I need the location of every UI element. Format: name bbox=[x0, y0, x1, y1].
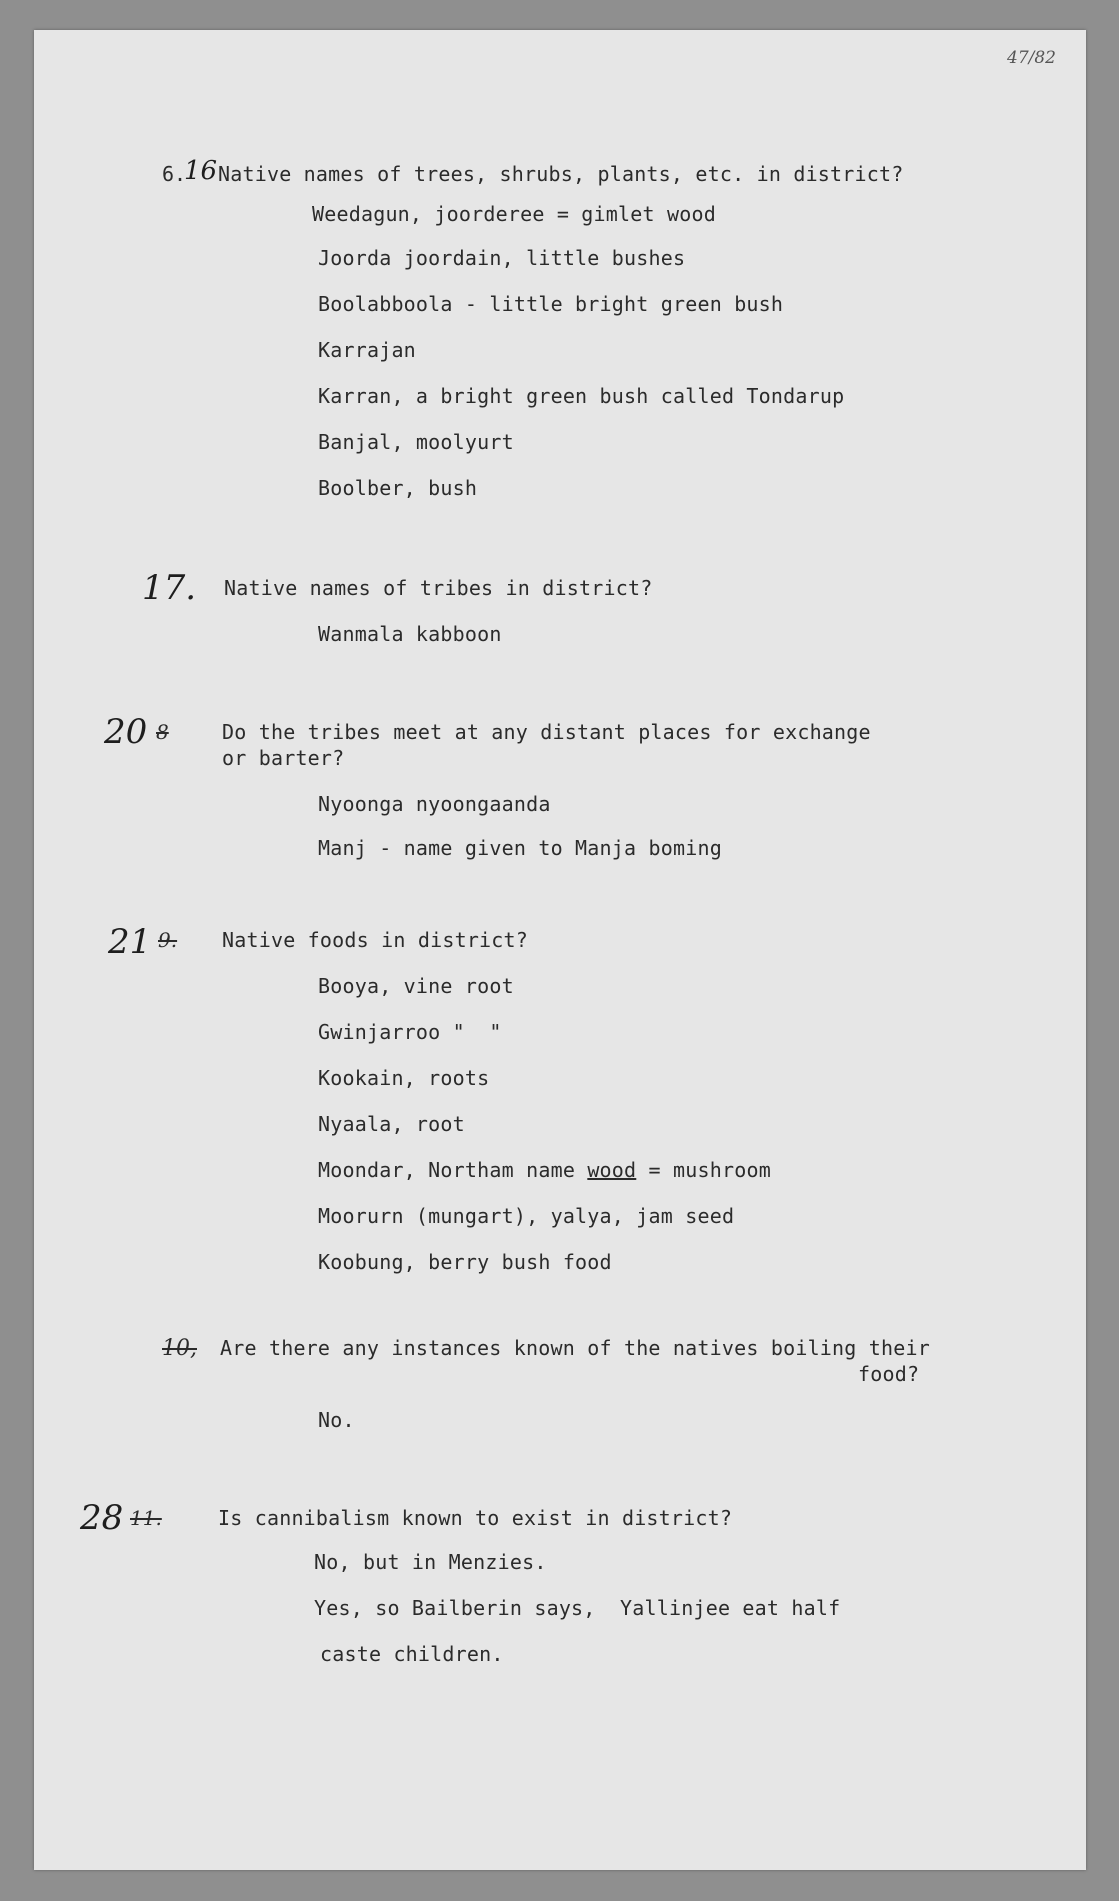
q16-answer-6: Banjal, moolyurt bbox=[318, 430, 514, 454]
document-page bbox=[34, 30, 1086, 1870]
q16-answer-1: Weedagun, joorderee = gimlet wood bbox=[312, 202, 716, 226]
q-boil-question-line-2: food? bbox=[858, 1362, 920, 1386]
q21-answer-3: Kookain, roots bbox=[318, 1066, 490, 1090]
q28-answer-3: caste children. bbox=[320, 1642, 504, 1666]
q21-answer-1: Booya, vine root bbox=[318, 974, 514, 998]
q21-answer-moondar bbox=[318, 1158, 771, 1182]
q16-question: Native names of trees, shrubs, plants, etc. in district? bbox=[218, 162, 904, 186]
q20-struck-number: 8 bbox=[156, 720, 169, 744]
moondar-pre: Moondar, Northam name bbox=[318, 1158, 588, 1182]
q21-answer-5: Moorurn (mungart), yalya, jam seed bbox=[318, 1204, 735, 1228]
q16-handwritten-number: 16 bbox=[184, 156, 218, 186]
q20-question-line-1: Do the tribes meet at any distant places for exchange bbox=[222, 720, 871, 744]
q20-answer-1: Nyoonga nyoongaanda bbox=[318, 792, 551, 816]
q21-struck-number: 9. bbox=[158, 928, 178, 952]
q17-handwritten-number: 17. bbox=[142, 568, 197, 608]
q28-question: Is cannibalism known to exist in district? bbox=[218, 1506, 733, 1530]
q-boil-struck-number: 10, bbox=[162, 1336, 197, 1361]
q16-answer-4: Karrajan bbox=[318, 338, 416, 362]
q21-answer-6: Koobung, berry bush food bbox=[318, 1250, 612, 1274]
q17-answer-1: Wanmala kabboon bbox=[318, 622, 502, 646]
q28-answer-1: No, but in Menzies. bbox=[314, 1550, 547, 1574]
moondar-underlined-word: wood bbox=[587, 1158, 637, 1182]
folio-number: 47/82 bbox=[1007, 48, 1056, 68]
q17-question: Native names of tribes in district? bbox=[224, 576, 653, 600]
q28-struck-number: 11. bbox=[130, 1506, 162, 1530]
q16-answer-7: Boolber, bush bbox=[318, 476, 478, 500]
q16-typed-number: 6. bbox=[162, 162, 187, 186]
q-boil-answer: No. bbox=[318, 1408, 355, 1432]
q20-question-line-2: or barter? bbox=[222, 746, 345, 770]
q28-handwritten-number: 28 bbox=[80, 1498, 124, 1538]
q21-answer-4: Nyaala, root bbox=[318, 1112, 465, 1136]
q16-answer-3: Boolabboola - little bright green bush bbox=[318, 292, 784, 316]
q21-answer-2: Gwinjarroo " " bbox=[318, 1020, 502, 1044]
q28-answer-2: Yes, so Bailberin says, Yallinjee eat half bbox=[314, 1596, 841, 1620]
q21-handwritten-number: 21 bbox=[108, 922, 152, 962]
q21-question: Native foods in district? bbox=[222, 928, 529, 952]
q-boil-question-line-1: Are there any instances known of the natives boiling their bbox=[220, 1336, 930, 1360]
q20-answer-2: Manj - name given to Manja boming bbox=[318, 836, 722, 860]
q16-answer-2: Joorda joordain, little bushes bbox=[318, 246, 686, 270]
q20-handwritten-number: 20 bbox=[104, 712, 148, 752]
moondar-post: = mushroom bbox=[636, 1158, 771, 1182]
q16-answer-5: Karran, a bright green bush called Tondarup bbox=[318, 384, 845, 408]
